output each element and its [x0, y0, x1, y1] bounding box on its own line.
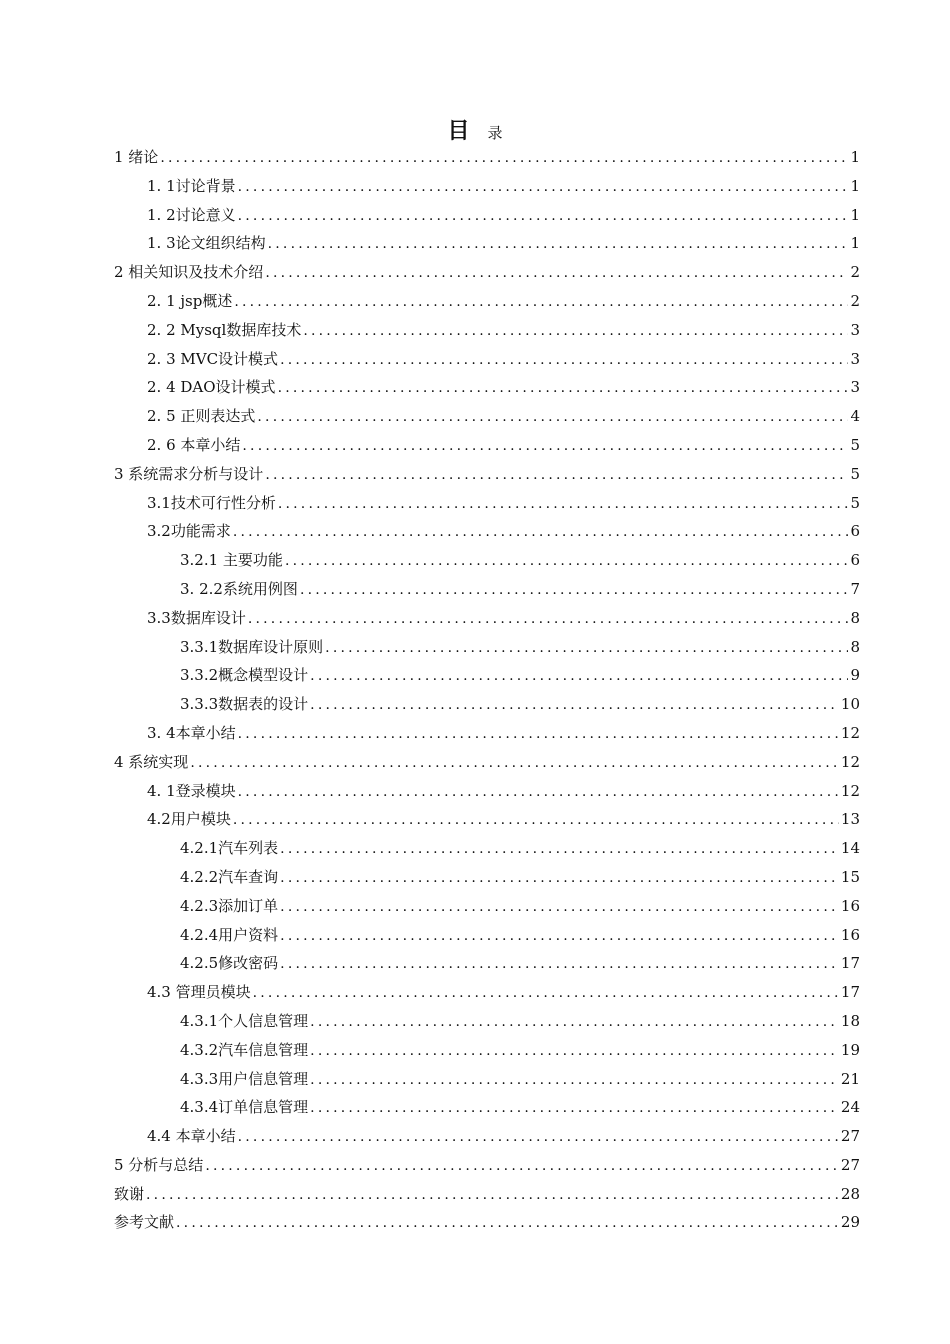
toc-entry-page-number: 16 [840, 925, 860, 944]
toc-entry-page-number: 7 [850, 579, 860, 598]
toc-dot-leader [310, 1066, 839, 1095]
toc-entry[interactable] [114, 431, 860, 460]
toc-dot-leader [280, 922, 839, 951]
toc-entry-label: 致谢 [114, 1184, 145, 1203]
toc-entry-page-number: 6 [850, 522, 860, 541]
toc-dot-leader [265, 461, 848, 490]
toc-entry-label: 4.2用户模块 [147, 810, 231, 829]
toc-entry-page-number: 14 [840, 839, 860, 858]
toc-title-main: 目 [447, 118, 470, 144]
toc-entry[interactable] [114, 921, 860, 950]
toc-entry-label: 2. 1 jsp概述 [147, 291, 233, 310]
toc-entry-label: 4.2.2汽车查询 [180, 867, 279, 886]
toc-entry-page-number: 1 [850, 205, 860, 224]
toc-dot-leader [310, 1037, 839, 1066]
toc-entry[interactable] [114, 258, 860, 287]
toc-entry-label: 1. 2讨论意义 [147, 205, 236, 224]
toc-dot-leader [280, 835, 839, 864]
toc-entry[interactable] [114, 978, 860, 1007]
toc-dot-leader [265, 259, 848, 288]
toc-entry-page-number: 27 [840, 1155, 860, 1174]
toc-entry-label: 2. 2 Mysql数据库技术 [147, 320, 302, 339]
toc-entry-label: 3. 2.2系统用例图 [180, 579, 298, 598]
toc-dot-leader [242, 432, 848, 461]
toc-entry-label: 3.3.1数据库设计原则 [180, 637, 324, 656]
toc-entry-label: 4.3.2汽车信息管理 [180, 1040, 309, 1059]
toc-entry-page-number: 13 [840, 810, 860, 829]
toc-entry-page-number: 16 [840, 896, 860, 915]
toc-entry[interactable] [114, 1180, 860, 1209]
toc-entry-page-number: 2 [850, 291, 860, 310]
toc-entry-label: 2. 5 正则表达式 [147, 407, 256, 426]
toc-entry[interactable] [114, 489, 860, 518]
toc-entry-label: 2 相关知识及技术介绍 [114, 263, 264, 282]
toc-entry-page-number: 1 [850, 176, 860, 195]
toc-dot-leader [280, 864, 839, 893]
toc-entry[interactable] [114, 575, 860, 604]
toc-dot-leader [160, 144, 848, 173]
toc-entry[interactable] [114, 1093, 860, 1122]
toc-entry[interactable] [114, 316, 860, 345]
toc-entry-label: 4.3.1个人信息管理 [180, 1011, 309, 1030]
toc-entry-page-number: 5 [850, 464, 860, 483]
toc-title-secondary: 录 [487, 124, 503, 142]
toc-entry-page-number: 27 [840, 1127, 860, 1146]
toc-entry-label: 1. 3论文组织结构 [147, 234, 266, 253]
toc-dot-leader [310, 662, 848, 691]
toc-entry-label: 4.2.4用户资料 [180, 925, 279, 944]
toc-entry[interactable] [114, 373, 860, 402]
toc-entry-label: 3.3.3数据表的设计 [180, 695, 309, 714]
toc-dot-leader [280, 893, 839, 922]
toc-entry-page-number: 1 [850, 148, 860, 166]
toc-entry-page-number: 2 [850, 263, 860, 282]
toc-entry[interactable] [114, 748, 860, 777]
toc-dot-leader [278, 374, 848, 403]
toc-entry-label: 1. 1讨论背景 [147, 176, 236, 195]
toc-entry[interactable] [114, 1007, 860, 1036]
toc-dot-leader [280, 346, 848, 375]
toc-entry[interactable] [114, 719, 860, 748]
toc-dot-leader [146, 1181, 839, 1210]
toc-entry-page-number: 12 [840, 752, 860, 771]
toc-entry[interactable] [114, 1036, 860, 1065]
toc-entry[interactable] [114, 834, 860, 863]
toc-entry[interactable] [114, 805, 860, 834]
toc-entry-page-number: 8 [850, 608, 860, 627]
toc-dot-leader [257, 403, 848, 432]
toc-entry[interactable] [114, 546, 860, 575]
toc-entry-page-number: 9 [850, 666, 860, 685]
toc-entry-label: 4. 1登录模块 [147, 781, 236, 800]
toc-entry-label: 4.4 本章小结 [147, 1127, 236, 1146]
toc-dot-leader [205, 1152, 839, 1181]
table-of-contents [114, 143, 860, 1237]
toc-dot-leader [268, 230, 848, 259]
toc-entry-label: 参考文献 [114, 1213, 175, 1232]
toc-entry-page-number: 3 [850, 320, 860, 339]
toc-dot-leader [234, 288, 848, 317]
toc-entry-label: 3.1技术可行性分析 [147, 493, 276, 512]
toc-entry-page-number: 17 [840, 983, 860, 1002]
toc-entry-page-number: 3 [850, 378, 860, 397]
toc-entry[interactable] [114, 1151, 860, 1180]
toc-entry-label: 3.2功能需求 [147, 522, 231, 541]
toc-entry[interactable] [114, 172, 860, 201]
toc-dot-leader [310, 1094, 839, 1123]
toc-entry-page-number: 6 [850, 551, 860, 570]
toc-entry-label: 4.2.5修改密码 [180, 954, 279, 973]
toc-dot-leader [233, 806, 839, 835]
toc-entry[interactable] [114, 661, 860, 690]
toc-dot-leader [278, 490, 848, 519]
toc-entry[interactable] [114, 633, 860, 662]
toc-entry-page-number: 8 [850, 637, 860, 656]
toc-dot-leader [280, 950, 839, 979]
toc-dot-leader [300, 576, 848, 605]
toc-entry-page-number: 4 [850, 407, 860, 426]
toc-entry-label: 1 绪论 [114, 148, 159, 166]
toc-entry-label: 4.3.3用户信息管理 [180, 1069, 309, 1088]
toc-entry-page-number: 10 [840, 695, 860, 714]
toc-entry-label: 4.2.1汽车列表 [180, 839, 279, 858]
toc-entry-label: 5 分析与总结 [114, 1155, 204, 1174]
toc-entry[interactable] [114, 604, 860, 633]
toc-dot-leader [310, 691, 839, 720]
toc-entry[interactable] [114, 949, 860, 978]
toc-entry-page-number: 12 [840, 723, 860, 742]
toc-entry-label: 4 系统实现 [114, 752, 189, 771]
toc-dot-leader [238, 1123, 839, 1152]
toc-entry[interactable] [114, 201, 860, 230]
toc-entry-page-number: 1 [850, 234, 860, 253]
toc-entry[interactable] [114, 892, 860, 921]
toc-entry-label: 3.3数据库设计 [147, 608, 246, 627]
toc-dot-leader [285, 547, 848, 576]
toc-entry[interactable] [114, 287, 860, 316]
toc-entry-label: 2. 3 MVC设计模式 [147, 349, 279, 368]
toc-dot-leader [253, 979, 839, 1008]
toc-dot-leader [325, 634, 848, 663]
toc-entry[interactable] [114, 1065, 860, 1094]
toc-entry-page-number: 24 [840, 1098, 860, 1117]
toc-dot-leader [303, 317, 848, 346]
toc-dot-leader [238, 173, 848, 202]
toc-entry-label: 3. 4本章小结 [147, 723, 236, 742]
toc-entry-label: 2. 4 DAO设计模式 [147, 378, 276, 397]
toc-entry-label: 4.3.4订单信息管理 [180, 1098, 309, 1117]
toc-entry[interactable] [114, 143, 860, 172]
toc-entry-page-number: 28 [840, 1184, 860, 1203]
toc-entry[interactable] [114, 402, 860, 431]
toc-entry-label: 3 系统需求分析与设计 [114, 464, 264, 483]
toc-entry-page-number: 5 [850, 435, 860, 454]
toc-entry-page-number: 5 [850, 493, 860, 512]
toc-entry[interactable] [114, 1208, 860, 1237]
toc-entry[interactable] [114, 1122, 860, 1151]
toc-entry[interactable] [114, 863, 860, 892]
toc-dot-leader [238, 202, 848, 231]
toc-entry-label: 2. 6 本章小结 [147, 435, 241, 454]
toc-entry-page-number: 29 [840, 1213, 860, 1232]
toc-entry-label: 3.3.2概念模型设计 [180, 666, 309, 685]
toc-dot-leader [248, 605, 848, 634]
toc-entry[interactable] [114, 517, 860, 546]
toc-entry-page-number: 17 [840, 954, 860, 973]
toc-dot-leader [233, 518, 848, 547]
toc-dot-leader [190, 749, 839, 778]
toc-dot-leader [238, 778, 839, 807]
toc-entry-page-number: 12 [840, 781, 860, 800]
toc-entry[interactable] [114, 345, 860, 374]
toc-entry-label: 4.3 管理员模块 [147, 983, 251, 1002]
toc-entry[interactable] [114, 777, 860, 806]
toc-entry[interactable] [114, 460, 860, 489]
toc-entry-page-number: 21 [840, 1069, 860, 1088]
toc-entry-page-number: 3 [850, 349, 860, 368]
toc-entry-page-number: 15 [840, 867, 860, 886]
toc-entry-label: 4.2.3添加订单 [180, 896, 279, 915]
toc-entry[interactable] [114, 229, 860, 258]
toc-entry-page-number: 18 [840, 1011, 860, 1030]
toc-entry-page-number: 19 [840, 1040, 860, 1059]
toc-dot-leader [176, 1209, 839, 1238]
toc-dot-leader [238, 720, 839, 749]
toc-entry-label: 3.2.1 主要功能 [180, 551, 283, 570]
toc-entry[interactable] [114, 690, 860, 719]
toc-dot-leader [310, 1008, 839, 1037]
